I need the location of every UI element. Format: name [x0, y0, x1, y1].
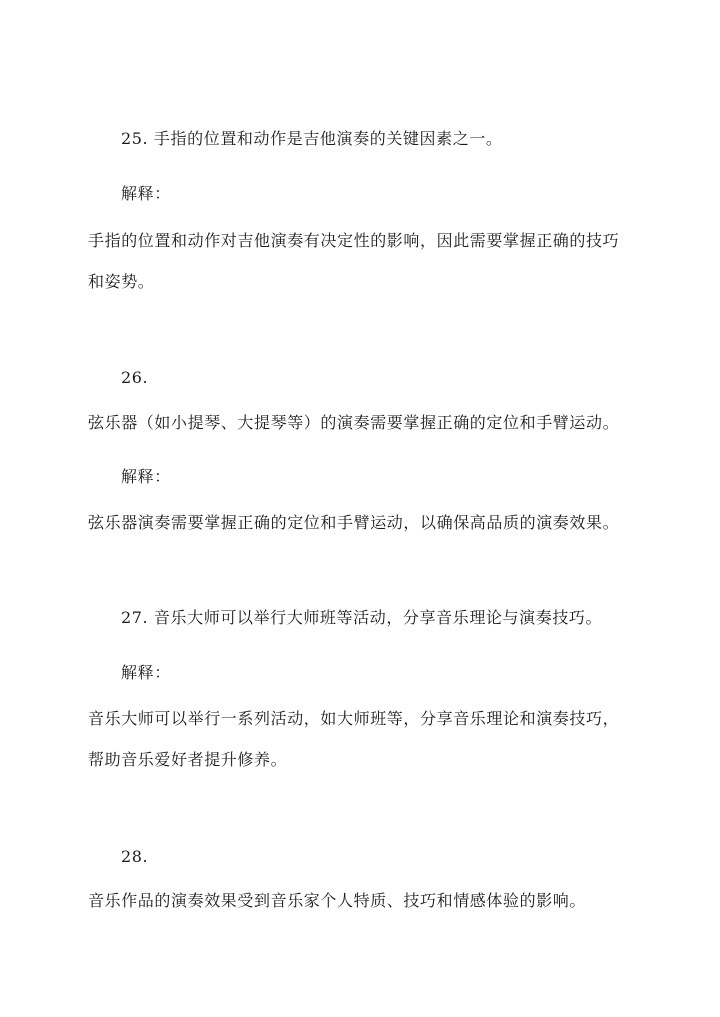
item-28-statement: 音乐作品的演奏效果受到音乐家个人特质、技巧和情感体验的影响。 [88, 891, 587, 910]
item-25-explanation-label: 解释： [121, 184, 171, 203]
item-27-explanation-line-2: 帮助音乐爱好者提升修养。 [88, 750, 288, 769]
item-26-explanation-line-1: 弦乐器演奏需要掌握正确的定位和手臂运动，以确保高品质的演奏效果。 [88, 513, 620, 532]
item-26-number: 26. [121, 368, 149, 387]
item-26-statement: 弦乐器（如小提琴、大提琴等）的演奏需要掌握正确的定位和手臂运动。 [88, 413, 620, 432]
item-26-explanation-label: 解释： [121, 467, 171, 486]
item-27-explanation-label: 解释： [121, 663, 171, 682]
item-25-explanation-line-1: 手指的位置和动作对吉他演奏有决定性的影响，因此需要掌握正确的技巧 [88, 231, 620, 250]
item-25-explanation-line-2: 和姿势。 [88, 272, 155, 291]
item-27-statement: 27. 音乐大师可以举行大师班等活动，分享音乐理论与演奏技巧。 [121, 608, 603, 627]
item-27-explanation-line-1: 音乐大师可以举行一系列活动，如大师班等，分享音乐理论和演奏技巧， [88, 709, 620, 728]
item-28-number: 28. [121, 847, 149, 866]
item-25-statement: 25. 手指的位置和动作是吉他演奏的关键因素之一。 [121, 129, 503, 148]
